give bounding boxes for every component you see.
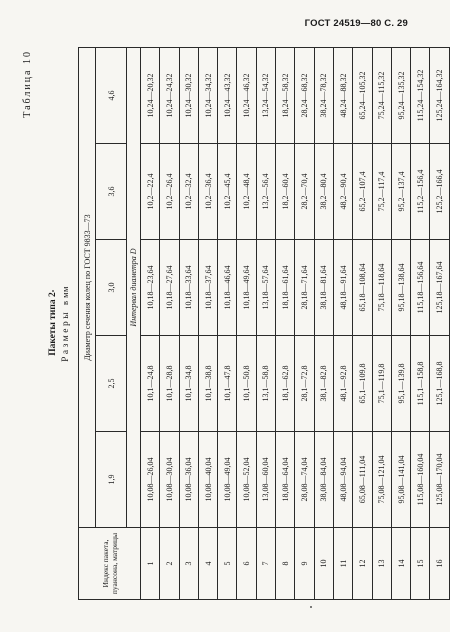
interval-cell: 75,1—119,8 [372, 336, 391, 432]
interval-cell: 10,24—34,32 [198, 48, 217, 144]
interval-cell: 10,18—23,64 [141, 240, 160, 336]
interval-cell: 10,1—50,8 [237, 336, 256, 432]
interval-cell: 95,1—139,8 [391, 336, 410, 432]
table-row [372, 48, 391, 600]
row-index-cell: 4 [198, 528, 217, 600]
interval-cell: 10,1—28,8 [160, 336, 179, 432]
table-title: Пакеты типа 2 [48, 292, 58, 356]
interval-cell: 13,24—54,32 [256, 48, 275, 144]
interval-cell: 38,08—84,04 [314, 432, 333, 528]
table-row [333, 48, 352, 600]
interval-cell: 10,1—47,8 [218, 336, 237, 432]
interval-cell: 48,2—90,4 [333, 144, 352, 240]
interval-cell: 10,18—27,64 [160, 240, 179, 336]
interval-cell: 10,18—37,64 [198, 240, 217, 336]
row-index-cell: 3 [179, 528, 198, 600]
row-index-cell: 2 [160, 528, 179, 600]
table-row [218, 48, 237, 600]
row-index-cell: 6 [237, 528, 256, 600]
interval-cell: 125,2—166,4 [430, 144, 449, 240]
scan-speck [310, 606, 312, 608]
row-index-cell: 12 [353, 528, 372, 600]
interval-cell: 13,18—57,64 [256, 240, 275, 336]
rotated-table-page [22, 44, 445, 604]
interval-cell: 18,18—61,64 [276, 240, 295, 336]
interval-cell: 10,2—26,4 [160, 144, 179, 240]
interval-cell: 48,18—91,64 [333, 240, 352, 336]
section-header: 3,6 [96, 144, 127, 240]
interval-cell: 10,24—43,32 [218, 48, 237, 144]
row-index-cell: 15 [411, 528, 430, 600]
interval-cell: 38,18—81,64 [314, 240, 333, 336]
interval-cell: 38,1—82,8 [314, 336, 333, 432]
interval-header: Интервал диаметра D [127, 48, 141, 528]
interval-cell: 18,24—58,32 [276, 48, 295, 144]
interval-cell: 10,24—30,32 [179, 48, 198, 144]
interval-cell: 125,24—164,32 [430, 48, 449, 144]
section-header: 3,0 [96, 240, 127, 336]
interval-cell: 13,1—58,8 [256, 336, 275, 432]
interval-cell: 125,1—168,8 [430, 336, 449, 432]
table-row [141, 48, 160, 600]
interval-cell: 10,08—49,04 [218, 432, 237, 528]
interval-cell: 115,24—154,32 [411, 48, 430, 144]
table-number: Таблица 10 [22, 50, 33, 118]
table-row [276, 48, 295, 600]
header-row-sections [96, 48, 127, 600]
table-row [411, 48, 430, 600]
interval-cell: 65,1—109,8 [353, 336, 372, 432]
interval-cell: 38,2—80,4 [314, 144, 333, 240]
interval-cell: 18,1—62,8 [276, 336, 295, 432]
interval-cell: 115,1—158,8 [411, 336, 430, 432]
table-row [256, 48, 275, 600]
interval-cell: 28,24—68,32 [295, 48, 314, 144]
interval-cell: 10,24—24,32 [160, 48, 179, 144]
interval-cell: 95,2—137,4 [391, 144, 410, 240]
interval-cell: 10,24—20,32 [141, 48, 160, 144]
row-index-cell: 8 [276, 528, 295, 600]
interval-cell: 10,2—22,4 [141, 144, 160, 240]
interval-cell: 95,08—141,04 [391, 432, 410, 528]
page-header: ГОСТ 24519—80 С. 29 [304, 18, 408, 29]
row-index-cell: 11 [333, 528, 352, 600]
header-row-group [79, 48, 96, 600]
interval-cell: 75,18—118,64 [372, 240, 391, 336]
header-row-interval [127, 48, 141, 600]
row-index-cell: 10 [314, 528, 333, 600]
interval-cell: 65,08—111,04 [353, 432, 372, 528]
packages-table [78, 47, 450, 600]
index-column-header: Индекс пакета, пуансона, матрицы [79, 528, 141, 600]
interval-cell: 125,18—167,64 [430, 240, 449, 336]
interval-cell: 10,08—40,04 [198, 432, 217, 528]
interval-cell: 10,18—33,64 [179, 240, 198, 336]
table-body [141, 48, 450, 600]
interval-cell: 10,08—52,04 [237, 432, 256, 528]
interval-cell: 95,18—138,64 [391, 240, 410, 336]
interval-cell: 65,2—107,4 [353, 144, 372, 240]
interval-cell: 115,08—160,04 [411, 432, 430, 528]
row-index-cell: 13 [372, 528, 391, 600]
row-index-cell: 7 [256, 528, 275, 600]
table-row [160, 48, 179, 600]
interval-cell: 48,1—92,8 [333, 336, 352, 432]
row-index-cell: 9 [295, 528, 314, 600]
interval-cell: 28,18—71,64 [295, 240, 314, 336]
interval-cell: 38,24—78,32 [314, 48, 333, 144]
interval-cell: 10,1—34,8 [179, 336, 198, 432]
interval-cell: 13,2—56,4 [256, 144, 275, 240]
section-header: 2,5 [96, 336, 127, 432]
interval-cell: 65,18—108,64 [353, 240, 372, 336]
row-index-cell: 14 [391, 528, 410, 600]
section-header: 4,6 [96, 48, 127, 144]
row-index-cell: 16 [430, 528, 449, 600]
interval-cell: 28,08—74,04 [295, 432, 314, 528]
interval-cell: 18,2—60,4 [276, 144, 295, 240]
table-row [353, 48, 372, 600]
interval-cell: 75,24—115,32 [372, 48, 391, 144]
interval-cell: 10,2—36,4 [198, 144, 217, 240]
interval-cell: 10,24—46,32 [237, 48, 256, 144]
interval-cell: 10,08—30,04 [160, 432, 179, 528]
interval-cell: 13,08—60,04 [256, 432, 275, 528]
interval-cell: 75,08—121,04 [372, 432, 391, 528]
interval-cell: 28,1—72,8 [295, 336, 314, 432]
interval-cell: 10,1—38,8 [198, 336, 217, 432]
interval-cell: 95,24—135,32 [391, 48, 410, 144]
interval-cell: 75,2—117,4 [372, 144, 391, 240]
interval-cell: 10,08—26,04 [141, 432, 160, 528]
interval-cell: 10,2—48,4 [237, 144, 256, 240]
table-row [237, 48, 256, 600]
table-row [430, 48, 449, 600]
table-row [295, 48, 314, 600]
unit-text: в мм [60, 286, 70, 306]
scan-speck [52, 290, 54, 292]
table-row [198, 48, 217, 600]
table-row [179, 48, 198, 600]
interval-cell: 18,08—64,04 [276, 432, 295, 528]
table-row [314, 48, 333, 600]
interval-cell: 115,18—156,64 [411, 240, 430, 336]
section-header: 1,9 [96, 432, 127, 528]
subtitle-text: Размеры [61, 309, 71, 362]
interval-cell: 65,24—105,32 [353, 48, 372, 144]
interval-cell: 10,1—24,8 [141, 336, 160, 432]
interval-cell: 48,08—94,04 [333, 432, 352, 528]
interval-cell: 10,18—46,64 [218, 240, 237, 336]
interval-cell: 115,2—156,4 [411, 144, 430, 240]
interval-cell: 10,18—49,64 [237, 240, 256, 336]
interval-cell: 48,24—88,32 [333, 48, 352, 144]
table-subtitle [60, 44, 71, 604]
table-row [391, 48, 410, 600]
interval-cell: 28,2—70,4 [295, 144, 314, 240]
row-index-cell: 1 [141, 528, 160, 600]
row-index-cell: 5 [218, 528, 237, 600]
diameter-group-header: Диаметр сечения колец по ГОСТ 9833—73 [79, 48, 96, 528]
interval-cell: 10,08—36,04 [179, 432, 198, 528]
interval-cell: 10,2—32,4 [179, 144, 198, 240]
interval-cell: 125,08—170,04 [430, 432, 449, 528]
interval-cell: 10,2—45,4 [218, 144, 237, 240]
